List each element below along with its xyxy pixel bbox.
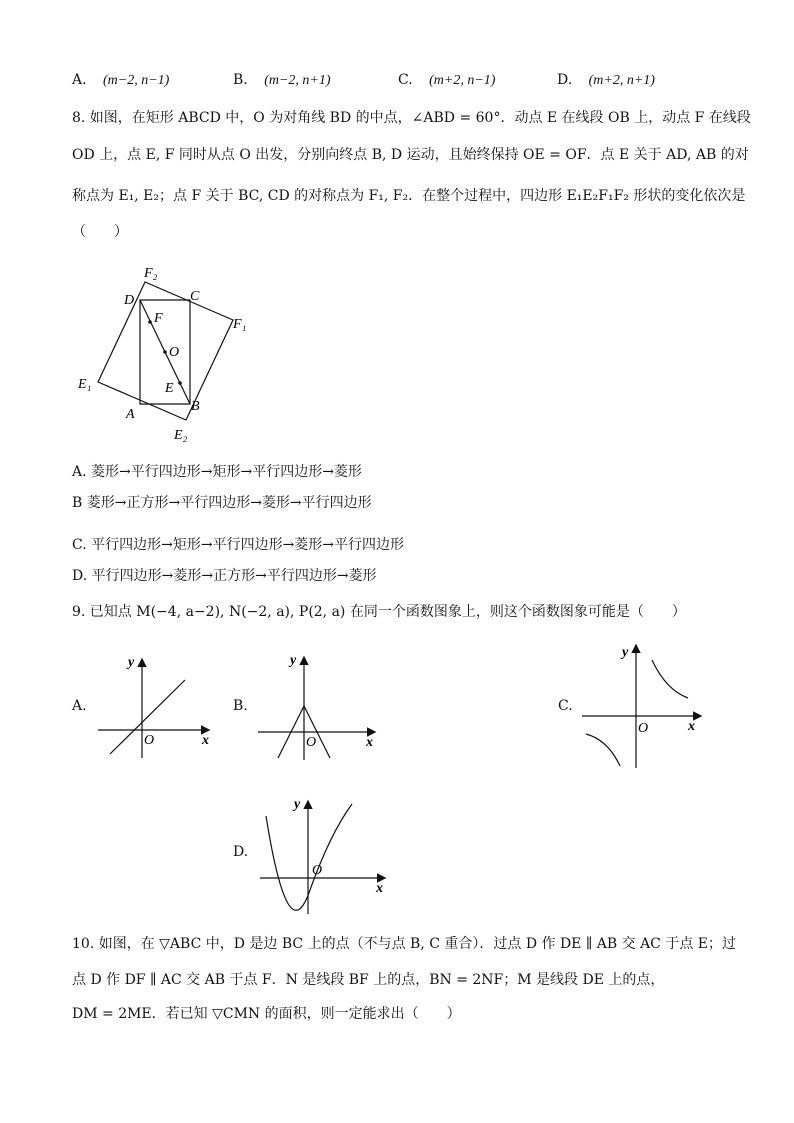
label-f: F — [154, 311, 163, 326]
q9-stem: 9. 已知点 M(−4, a−2), N(−2, a), P(2, a) 在同一个函数图象上，则这个函数图象可能是（ ） — [72, 604, 686, 620]
point-o — [163, 350, 167, 354]
y-label: y — [294, 797, 301, 812]
origin-label: O — [306, 735, 317, 750]
label-e1: E₁ — [78, 377, 92, 392]
q8-figure — [70, 258, 260, 448]
q8-stem-line2: OD 上，点 E, F 同时从点 O 出发，分别向终点 B, D 运动，且始终保持 OE = OF．点 E 关于 AD, AB 的对 — [72, 147, 749, 163]
parabola-graph — [266, 804, 352, 910]
q8-option-d: D. 平行四边形→菱形→正方形→平行四边形→菱形 — [72, 568, 377, 584]
x-label: x — [688, 719, 695, 734]
origin-label: O — [144, 733, 155, 748]
q9-graph-a — [92, 648, 222, 764]
y-label: y — [290, 653, 297, 668]
label-f2: F₂ — [144, 266, 158, 281]
q7-option-a: A. (m−2, n−1) — [72, 72, 170, 88]
label-e: E — [165, 381, 174, 396]
q10-stem-line2: 点 D 作 DF ∥ AC 交 AB 于点 F．N 是线段 BF 上的点，BN = 2NF；M 是线段 DE 上的点， — [72, 972, 665, 988]
q8-option-c: C. 平行四边形→矩形→平行四边形→菱形→平行四边形 — [72, 537, 405, 553]
point-f — [148, 320, 152, 324]
q8-stem-line3: 称点为 E₁, E₂；点 F 关于 BC, CD 的对称点为 F₁, F₂．在整个过程中，四边形 E₁E₂F₁F₂ 形状的变化依次是 — [72, 188, 746, 204]
label-e2: E₂ — [174, 428, 188, 443]
q7-option-b: B. (m−2, n+1) — [233, 72, 331, 88]
q10-stem-line1: 10. 如图，在 ▽ABC 中，D 是边 BC 上的点（不与点 B, C 重合）．过点 D 作 DE ∥ AB 交 AC 于点 E；过 — [72, 936, 737, 952]
label-b: B — [191, 399, 200, 414]
hyperbola-branch-q1 — [652, 660, 688, 698]
q9-graph-b — [254, 648, 384, 764]
label-c: C — [190, 289, 200, 304]
point-e — [178, 381, 182, 385]
origin-label: O — [312, 863, 323, 878]
q9-graph-d — [258, 794, 398, 918]
q7-option-d: D. (m+2, n+1) — [557, 72, 655, 88]
label-d: D — [124, 293, 135, 308]
q9-option-c-label: C. — [558, 698, 573, 714]
q7-option-c: C. (m+2, n−1) — [398, 72, 496, 88]
q8-stem-line1: 8. 如图，在矩形 ABCD 中，O 为对角线 BD 的中点，∠ABD = 60°．动点 E 在线段 OB 上，动点 F 在线段 — [72, 110, 751, 126]
q9-option-b-label: B. — [233, 698, 248, 714]
x-label: x — [202, 733, 209, 748]
q8-option-a: A. 菱形→平行四边形→矩形→平行四边形→菱形 — [72, 464, 362, 480]
y-label: y — [622, 645, 629, 660]
y-label: y — [128, 655, 135, 670]
label-f1: F₁ — [233, 317, 247, 332]
x-label: x — [376, 881, 383, 896]
q8-option-b: B 菱形→正方形→平行四边形→菱形→平行四边形 — [72, 495, 372, 511]
q9-option-a-label: A. — [72, 698, 87, 714]
label-a: A — [126, 407, 135, 422]
origin-label: O — [638, 721, 649, 736]
label-o: O — [169, 345, 180, 360]
x-label: x — [366, 735, 373, 750]
hyperbola-branch-q3 — [586, 734, 620, 766]
q9-option-d-label: D. — [233, 844, 249, 860]
q9-graph-c — [580, 640, 710, 770]
q8-stem-line4: （ ） — [72, 224, 128, 240]
q10-stem-line3: DM = 2ME．若已知 ▽CMN 的面积，则一定能求出（ ） — [72, 1006, 461, 1022]
